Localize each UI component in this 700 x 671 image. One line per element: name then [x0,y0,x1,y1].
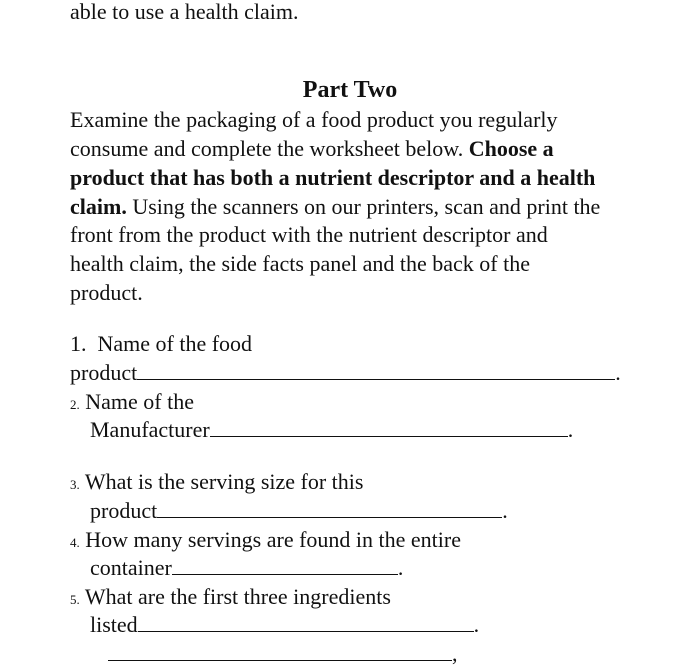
question-1-answer-blank[interactable] [137,359,615,380]
question-3-end: . [502,498,508,523]
instructions-emphasis-3: claim. [70,194,127,219]
question-1-line-1 [70,330,252,358]
question-2-prompt: Name of the [85,389,194,414]
question-3-number: 3. [70,477,80,492]
question-4-label: container [90,555,172,580]
part-title: Part Two [302,77,398,103]
question-4-prompt: How many servings are found in the entire [85,527,461,552]
question-2-line-2 [90,416,573,444]
instructions-line-6: health claim, the side facts panel and the back of the [70,251,530,276]
instructions-line-2-text: consume and complete the worksheet below. [70,136,469,161]
question-1-label: product [70,360,138,385]
question-5-number: 5. [70,592,80,607]
question-1-end: . [615,360,621,385]
question-2-line-1 [70,388,194,419]
instructions-line-7: product. [70,280,143,305]
question-2-number: 2. [70,397,80,412]
question-1-prompt: Name of the food [97,331,253,356]
question-4-line-2 [90,554,403,582]
instructions-line-3 [70,164,595,192]
question-5-answer-blank-2[interactable] [108,640,452,661]
instructions-line-4 [70,193,600,221]
question-2-label: Manufacturer [90,417,210,442]
question-3-prompt: What is the serving size for this [84,469,364,494]
top-fragment: able to use a health claim. [70,0,299,24]
question-5-extra-end: , [452,641,458,666]
question-4-answer-blank[interactable] [172,554,398,575]
instructions-emphasis-2: product that has both a nutrient descriptor and a health [70,165,596,190]
question-1-number: 1. [70,331,87,356]
question-3-line-1 [70,468,363,499]
question-4-end: . [397,555,404,580]
question-4-line-1 [70,526,461,557]
question-5-line-2 [90,611,479,639]
instructions-emphasis-1: Choose a [468,136,554,161]
instructions-line-1: Examine the packaging of a food product you regularly [70,107,558,132]
instructions-line-5: front from the product with the nutrient descriptor and [70,222,548,247]
question-5-end: . [473,612,480,637]
instructions-line-2 [70,135,554,163]
question-3-answer-blank[interactable] [157,497,502,518]
question-5-label: listed [90,612,138,637]
question-3-line-2 [90,497,508,525]
question-1-line-2 [70,359,621,387]
question-5-line-1 [70,583,391,614]
question-3-label: product [90,498,158,523]
question-4-number: 4. [70,535,80,550]
question-5-line-3 [108,640,458,668]
question-2-answer-blank[interactable] [210,416,568,437]
question-5-answer-blank-1[interactable] [138,611,474,632]
question-2-end: . [567,417,574,442]
question-5-prompt: What are the first three ingredients [84,584,391,609]
instructions-line-4-text: Using the scanners on our printers, scan and print the [126,194,601,219]
